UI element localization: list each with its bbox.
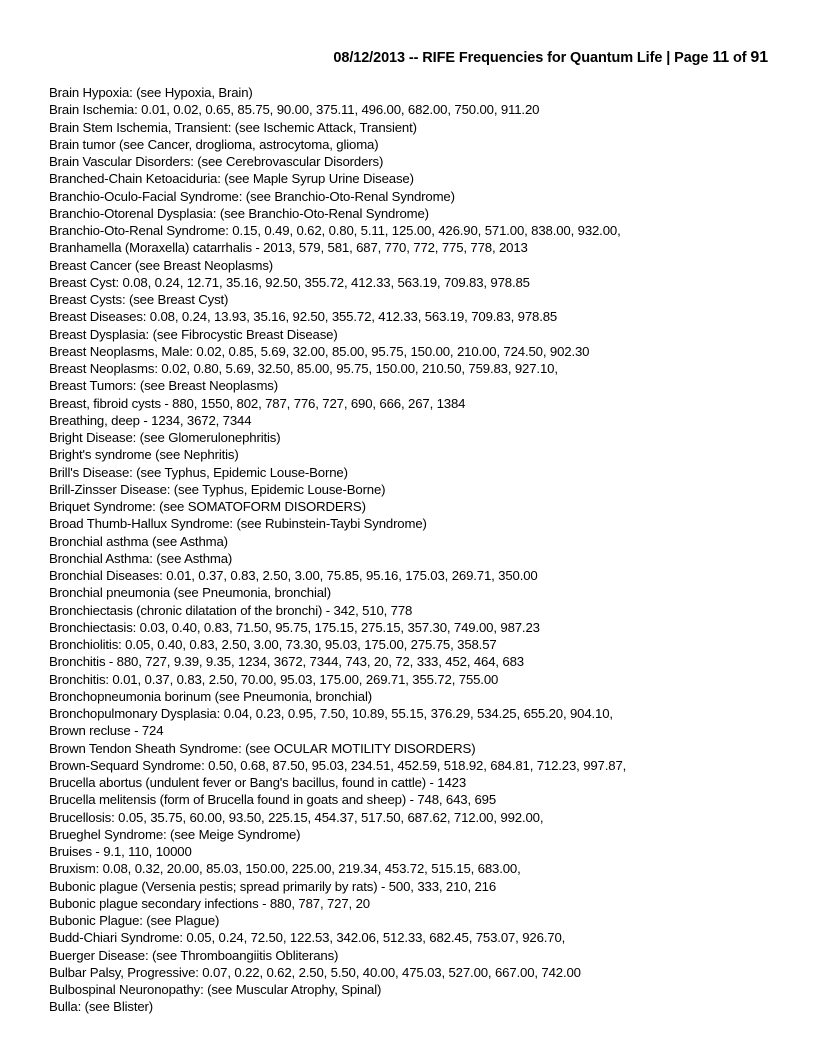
list-item: Bronchopneumonia borinum (see Pneumonia, bronchial) bbox=[49, 688, 372, 704]
list-item: Brucella abortus (undulent fever or Bang's bacillus, found in cattle) - 1423 bbox=[49, 775, 467, 790]
list-item: Branchio-Oto-Renal Syndrome: 0.15, 0.49, 0.62, 0.80, 5.11, 125.00, 426.90, 571.00, 838.00, 932.00, bbox=[49, 223, 621, 238]
entry-list bbox=[49, 84, 789, 1016]
list-item: Bronchial pneumonia (see Pneumonia, bronchial) bbox=[49, 585, 331, 601]
list-item: Brueghel Syndrome: (see Meige Syndrome) bbox=[49, 826, 301, 842]
list-item: Breast Dysplasia: (see Fibrocystic Breast Disease) bbox=[49, 326, 338, 342]
list-item: Brown-Sequard Syndrome: 0.50, 0.68, 87.50, 95.03, 234.51, 452.59, 518.92, 684.81, 712.23, 997.87, bbox=[49, 757, 627, 773]
page-header bbox=[333, 49, 768, 67]
list-item: Bronchial Asthma: (see Asthma) bbox=[49, 550, 233, 566]
list-item: Brain Stem Ischemia, Transient: (see Ischemic Attack, Transient) bbox=[49, 119, 417, 135]
list-item: Branchio-Oculo-Facial Syndrome: (see Branchio-Oto-Renal Syndrome) bbox=[49, 188, 455, 204]
list-item: Breast Cyst: 0.08, 0.24, 12.71, 35.16, 92.50, 355.72, 412.33, 563.19, 709.83, 978.85 bbox=[49, 274, 530, 290]
header-separator: -- bbox=[404, 50, 423, 66]
list-item: Brown Tendon Sheath Syndrome: (see OCULAR MOTILITY DISORDERS) bbox=[49, 740, 476, 756]
list-item: Bubonic plague (Versenia pestis; spread primarily by rats) - 500, 333, 210, 216 bbox=[49, 878, 497, 894]
list-item: Bronchiectasis: 0.03, 0.40, 0.83, 71.50, 95.75, 175.15, 275.15, 357.30, 749.00, 987.23 bbox=[49, 619, 540, 635]
list-item: Breast Cysts: (see Breast Cyst) bbox=[49, 292, 229, 307]
list-item: Brucella melitensis (form of Brucella found in goats and sheep) - 748, 643, 695 bbox=[49, 792, 497, 808]
list-item: Briquet Syndrome: (see SOMATOFORM DISORDERS) bbox=[49, 499, 366, 514]
list-item: Bronchiolitis: 0.05, 0.40, 0.83, 2.50, 3.00, 73.30, 95.03, 175.00, 275.75, 358.57 bbox=[49, 637, 497, 652]
list-item: Breast, fibroid cysts - 880, 1550, 802, 787, 776, 727, 690, 666, 267, 1384 bbox=[49, 395, 466, 411]
list-item: Broad Thumb-Hallux Syndrome: (see Rubinstein-Taybi Syndrome) bbox=[49, 516, 427, 532]
list-item: Brain Hypoxia: (see Hypoxia, Brain) bbox=[49, 85, 253, 100]
list-item: Bulbar Palsy, Progressive: 0.07, 0.22, 0.62, 2.50, 5.50, 40.00, 475.03, 527.00, 667.00, 742.00 bbox=[49, 964, 581, 980]
list-item: Bronchiectasis (chronic dilatation of the bronchi) - 342, 510, 778 bbox=[49, 602, 413, 618]
header-divider: | bbox=[662, 50, 675, 66]
list-item: Breast Cancer (see Breast Neoplasms) bbox=[49, 257, 274, 273]
list-item: Breast Diseases: 0.08, 0.24, 13.93, 35.16, 92.50, 355.72, 412.33, 563.19, 709.83, 978.85 bbox=[49, 309, 558, 325]
list-item: Bulbospinal Neuronopathy: (see Muscular Atrophy, Spinal) bbox=[49, 982, 382, 997]
list-item: Bright Disease: (see Glomerulonephritis) bbox=[49, 430, 281, 445]
list-item: Branchio-Otorenal Dysplasia: (see Branchio-Oto-Renal Syndrome) bbox=[49, 205, 429, 221]
list-item: Bruises - 9.1, 110, 10000 bbox=[49, 844, 192, 859]
list-item: Bronchopulmonary Dysplasia: 0.04, 0.23, 0.95, 7.50, 10.89, 55.15, 376.29, 534.25, 655.20, 904.10, bbox=[49, 706, 613, 721]
list-item: Bubonic plague secondary infections - 880, 787, 727, 20 bbox=[49, 895, 370, 911]
header-page-of: of bbox=[729, 50, 751, 66]
header-page-total: 91 bbox=[750, 49, 768, 66]
list-item: Bronchial asthma (see Asthma) bbox=[49, 533, 228, 549]
list-item: Buerger Disease: (see Thromboangiitis Obliterans) bbox=[49, 947, 339, 963]
list-item: Budd-Chiari Syndrome: 0.05, 0.24, 72.50, 122.53, 342.06, 512.33, 682.45, 753.07, 926.70, bbox=[49, 930, 566, 946]
list-item: Breast Neoplasms, Male: 0.02, 0.85, 5.69, 32.00, 85.00, 95.75, 150.00, 210.00, 724.50, 902.30 bbox=[49, 343, 590, 359]
header-title: RIFE Frequencies for Quantum Life bbox=[422, 50, 663, 66]
list-item: Bright's syndrome (see Nephritis) bbox=[49, 447, 239, 463]
list-item: Brill-Zinsser Disease: (see Typhus, Epidemic Louse-Borne) bbox=[49, 481, 386, 497]
list-item: Breathing, deep - 1234, 3672, 7344 bbox=[49, 412, 252, 428]
list-item: Brucellosis: 0.05, 35.75, 60.00, 93.50, 225.15, 454.37, 517.50, 687.62, 712.00, 992.00, bbox=[49, 809, 544, 825]
list-item: Brain Ischemia: 0.01, 0.02, 0.65, 85.75, 90.00, 375.11, 496.00, 682.00, 750.00, 911.20 bbox=[49, 102, 540, 118]
list-item: Breast Tumors: (see Breast Neoplasms) bbox=[49, 378, 278, 394]
list-item: Breast Neoplasms: 0.02, 0.80, 5.69, 32.50, 85.00, 95.75, 150.00, 210.50, 759.83, 927.10, bbox=[49, 361, 558, 376]
list-item: Brown recluse - 724 bbox=[49, 723, 164, 739]
list-item: Bruxism: 0.08, 0.32, 20.00, 85.03, 150.00, 225.00, 219.34, 453.72, 515.15, 683.00, bbox=[49, 861, 521, 877]
list-item: Bubonic Plague: (see Plague) bbox=[49, 913, 220, 928]
list-item: Branhamella (Moraxella) catarrhalis - 2013, 579, 581, 687, 770, 772, 775, 778, 2013 bbox=[49, 240, 528, 256]
list-item: Brain Vascular Disorders: (see Cerebrovascular Disorders) bbox=[49, 154, 384, 169]
list-item: Bronchitis - 880, 727, 9.39, 9.35, 1234, 3672, 7344, 743, 20, 72, 333, 452, 464, 683 bbox=[49, 654, 524, 670]
list-item: Branched-Chain Ketoaciduria: (see Maple Syrup Urine Disease) bbox=[49, 171, 414, 187]
header-page-current: 11 bbox=[712, 49, 730, 66]
header-date: 08/12/2013 bbox=[333, 50, 405, 66]
list-item: Brain tumor (see Cancer, droglioma, astrocytoma, glioma) bbox=[49, 136, 379, 152]
list-item: Brill's Disease: (see Typhus, Epidemic Louse-Borne) bbox=[49, 464, 348, 480]
list-item: Bulla: (see Blister) bbox=[49, 999, 154, 1015]
list-item: Bronchitis: 0.01, 0.37, 0.83, 2.50, 70.00, 95.03, 175.00, 269.71, 355.72, 755.00 bbox=[49, 671, 499, 687]
header-page-label: Page bbox=[674, 50, 713, 66]
list-item: Bronchial Diseases: 0.01, 0.37, 0.83, 2.50, 3.00, 75.85, 95.16, 175.03, 269.71, 350.00 bbox=[49, 568, 538, 583]
